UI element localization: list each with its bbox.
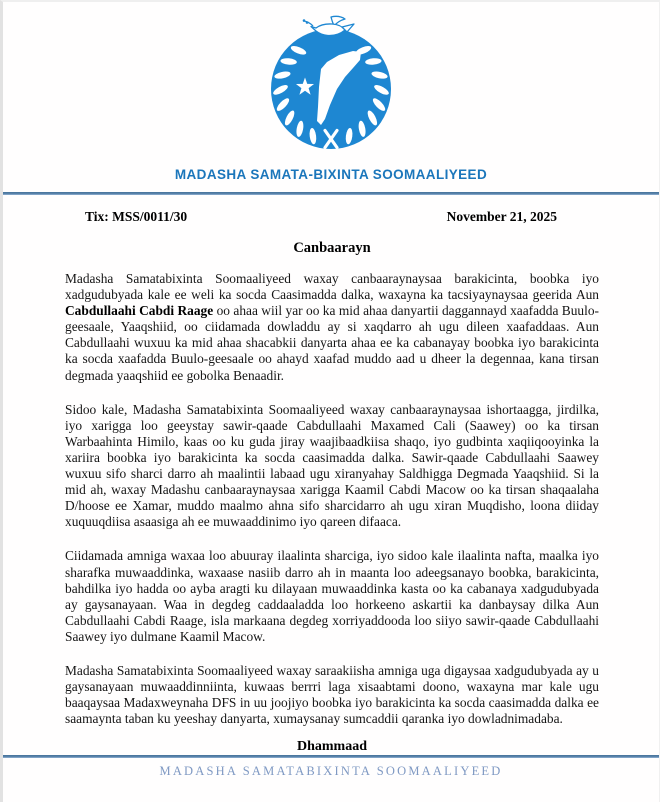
body-paragraph-1 [65, 271, 599, 384]
footer-org-name: MADASHA SAMATABIXINTA SOOMAALIYEED [159, 764, 503, 779]
letter-body [3, 195, 659, 755]
page-footer [3, 755, 659, 802]
reference-row [65, 209, 599, 225]
org-name-header: MADASHA SAMATA-BIXINTA SOOMAALIYEED [174, 167, 488, 182]
closing-word: Dhammaad [296, 739, 367, 755]
body-paragraph-3: Ciidamada amniga waxaa loo abuuray ilaalinta sharciga, iyo sidoo kale ilaalinta nafta, maalka iyo sharafka muwaaddinka, waxaase nasiib darro ah in maanta loo adeegsanayo boobka, barakicinta, bahdilka iyo hadda oo ayba aragti ku dilayaan muwaaddinka kasta oo ka cabanaya xadgudubyada ay gaysanayaan. Waa in degdeg caddaaladda loo horkeeno askartii ka danbaysay dilka Aun Cabdullaahi Cabdi Raage, isla markaana degdeg xorriyaddooda loo siiyo sawir-qaade Cabdullaahi Saawey iyo dulmane Kaamil Macow. [65, 548, 599, 644]
letter-date: November 21, 2025 [446, 209, 557, 224]
paragraph-1-text: Madasha Samatabixinta Soomaaliyeed waxay canbaaraynaysaa barakicinta, boobka iyo xadgudubyada kale ee weli ka socda Caasimadda dalka, waxayna ka tacsiyaynaysaa geerida Aun [65, 271, 599, 303]
reference-number: Tix: MSS/0011/30 [85, 209, 188, 224]
body-paragraph-2: Sidoo kale, Madasha Samatabixinta Soomaaliyeed waxay canbaaraynaysaa ishortaagga, jirdilka, iyo xarigga loo geeystay sawir-qaade Cabdullaahi Maxamed Cali (Saawey) oo ka tirsan Warbaahinta Himilo, kaas oo ku guda jiray waajibaadkiisa shaqo, iyo gudbinta xaqiiqooyinka la xariira boobka iyo barakicinta ka socda caasimadda dalka. Sawir-qaade Cabdullaahi Saawey wuxuu sifo sharci darro ah maalintii labaad ugu xiranyahay Saldhigga Degmada Yaaqshiid. Si la mid ah, waxay Madashu canbaaraynaysaa xarigga Kaamil Cabdi Macow oo ka tirsan shaqaalaha D/hoose ee Xamar, muddo maalmo ahna sifo sharcidarro ah ugu xiran Muqdisho, loona diiday xuquuqdiisa asaasiga ah ee muwaaddinimo iyo qareen difaaca. [65, 401, 599, 530]
letterhead [3, 2, 659, 195]
body-paragraph-4: Madasha Samatabixinta Soomaaliyeed waxay saraakiisha amniga uga digaysaa xadgudubyada ay u gaysanayaan muwaaddinniinta, kuwaas berrri laga xisaabtami doono, waxayna mar kale ugu baaqaysaa Madaxweynaha DFS in uu joojiyo boobka iyo barakicinta ka socda caasimadda dalka ee saamaynta taban ku yeeshay danyarta, xumaysanay sumcaddii qaranka iyo dowladnimadaba. [65, 662, 599, 727]
document-title: Canbaarayn [293, 240, 371, 256]
paragraph-1-text-continued: oo ahaa wiil yar oo ka mid ahaa danyartii daggannayd xaafadda Buulo-geesaale, Yaaqshiid, oo ciidamada dowladdu ay si xaqdarro ah ugu dileen xaafaddaas. Aun Cabdullaahi wuxuu ka mid ahaa shacabkii danyarta ahaa ee ka cabanayay boobka iyo barakicinta ka socda xaafadda Buulo-geesaale oo ahayd xaafad muddo aad u dheer la degennaa, kana tirsan degmada yaaqshiid ee gobolka Benaadir. [65, 303, 599, 383]
org-logo-emblem [256, 15, 406, 155]
deceased-name: Cabdullaahi Cabdi Raage [65, 303, 214, 319]
org-logo [256, 15, 406, 160]
